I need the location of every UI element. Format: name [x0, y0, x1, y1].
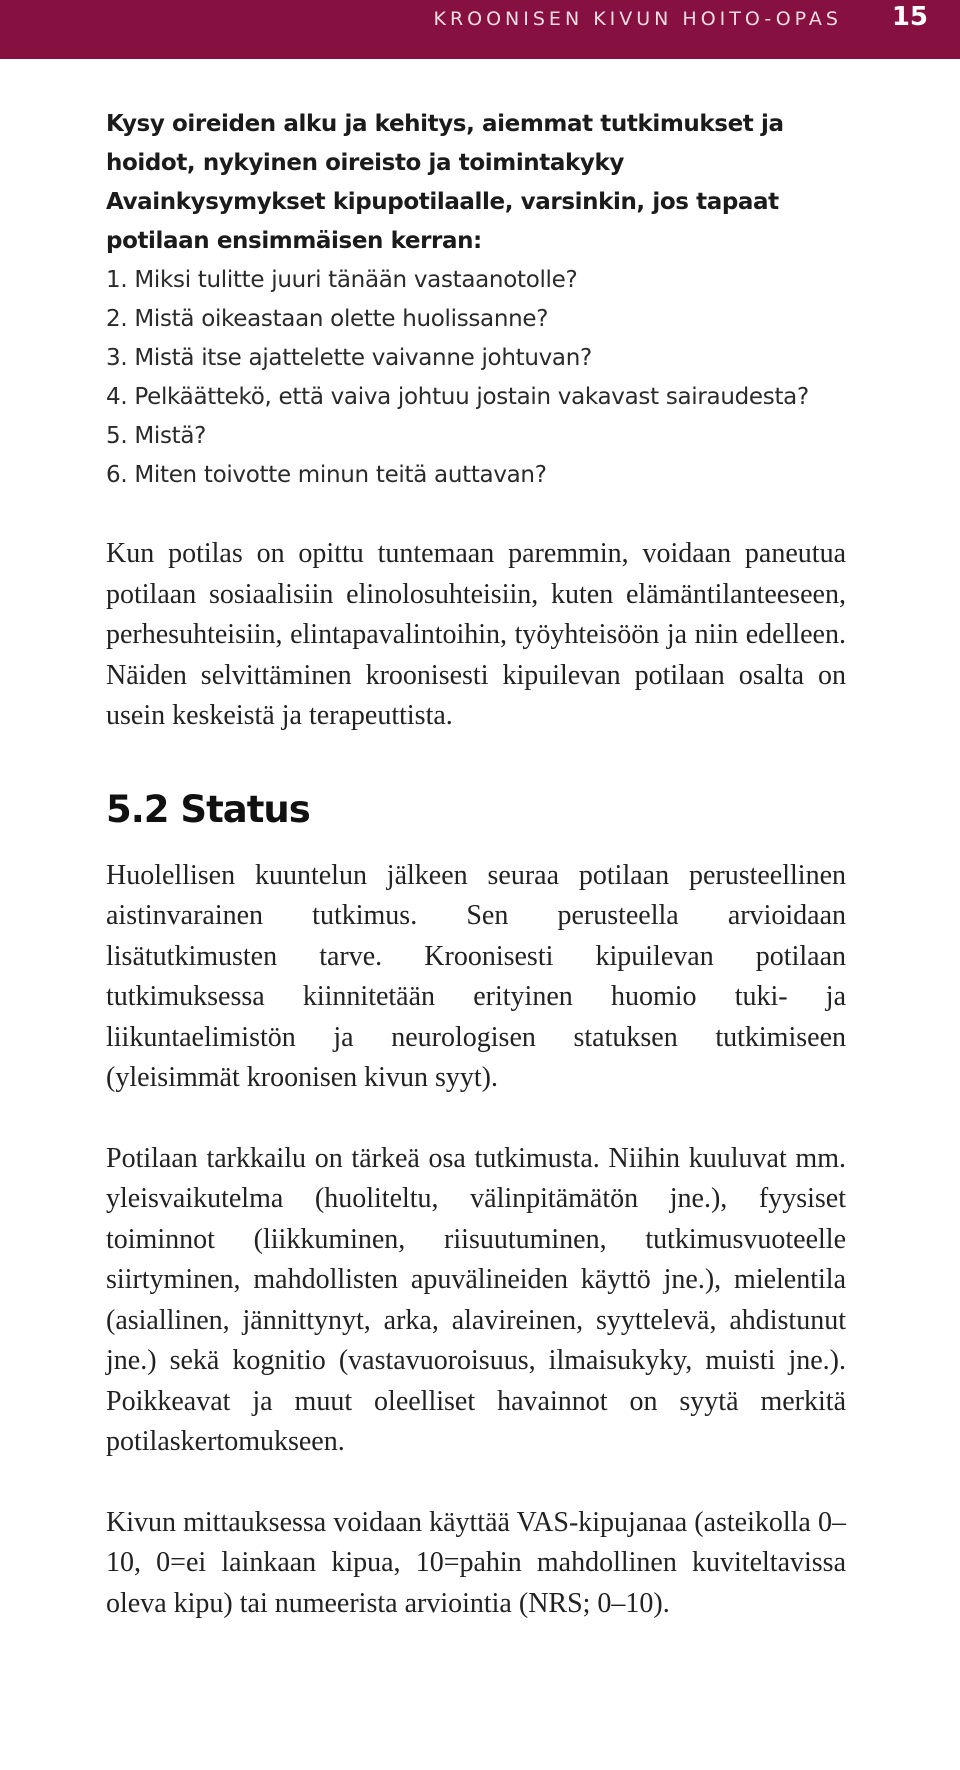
key-questions-list: [106, 261, 846, 495]
running-header-title: KROONISEN KIVUN HOITO-OPAS: [433, 8, 842, 30]
question-item: 2. Mistä oikeastaan olette huolissanne?: [106, 306, 549, 332]
status-paragraph-3: Kivun mittauksessa voidaan käyttää VAS-kipujanaa (asteikolla 0–10, 0=ei lainkaan kipua, 10=pahin mahdollinen kuviteltavissa oleva kipu) tai numeerista arviointia (NRS; 0–10).: [106, 1506, 846, 1619]
section-heading: 5.2 Status: [106, 787, 310, 831]
intro-text: Kysy oireiden alku ja kehitys, aiemmat tutkimukset ja hoidot, nykyinen oireisto ja toimintakyky Avainkysymykset kipupotilaalle, varsinkin, jos tapaat potilaan ensimmäisen kerran:: [106, 111, 784, 254]
question-item: 1. Miksi tulitte juuri tänään vastaanotolle?: [106, 267, 578, 293]
running-header: [0, 0, 960, 59]
question-item: 6. Miten toivotte minun teitä auttavan?: [106, 462, 547, 488]
question-item: 5. Mistä?: [106, 423, 207, 449]
status-paragraph-2: Potilaan tarkkailu on tärkeä osa tutkimusta. Niihin kuuluvat mm. yleisvaikutelma (huoliteltu, välinpitämätön jne.), fyysiset toiminnot (liikkuminen, riisuutuminen, tutkimusvuoteelle siirtyminen, mahdollisten apuvälineiden käyttö jne.), mielentila (asiallinen, jännittynyt, arka, alavireinen, syyttelevä, ahdistunut jne.) sekä kognitio (vastavuoroisuus, ilmaisukyky, muisti jne.). Poikkeavat ja muut oleelliset havainnot on syytä merkitä potilaskertomukseen.: [106, 1142, 846, 1457]
status-paragraph-1: Huolellisen kuuntelun jälkeen seuraa potilaan perusteellinen aistinvarainen tutkimus. Sen perusteella arvioidaan lisätutkimusten tarve. Kroonisesti kipuilevan potilaan tutkimuksessa kiinnitetään erityinen huomio tuki- ja liikuntaelimistön ja neurologisen statuksen tutkimiseen (yleisimmät kroonisen kivun syyt).: [106, 859, 846, 1093]
social-circumstances-paragraph: Kun potilas on opittu tuntemaan paremmin, voidaan paneutua potilaan sosiaalisiin elinolosuhteisiin, kuten elämäntilanteeseen, perhesuhteisiin, elintapavalintoihin, työyhteisöön ja niin edelleen. Näiden selvittäminen kroonisesti kipuilevan potilaan osalta on usein keskeistä ja terapeuttista.: [106, 538, 846, 731]
page-content: [106, 105, 846, 1624]
question-item: 3. Mistä itse ajattelette vaivanne johtuvan?: [106, 345, 592, 371]
question-item: 4. Pelkäättekö, että vaiva johtuu jostain vakavast sairaudesta?: [106, 384, 809, 410]
page-number: 15: [891, 2, 928, 32]
